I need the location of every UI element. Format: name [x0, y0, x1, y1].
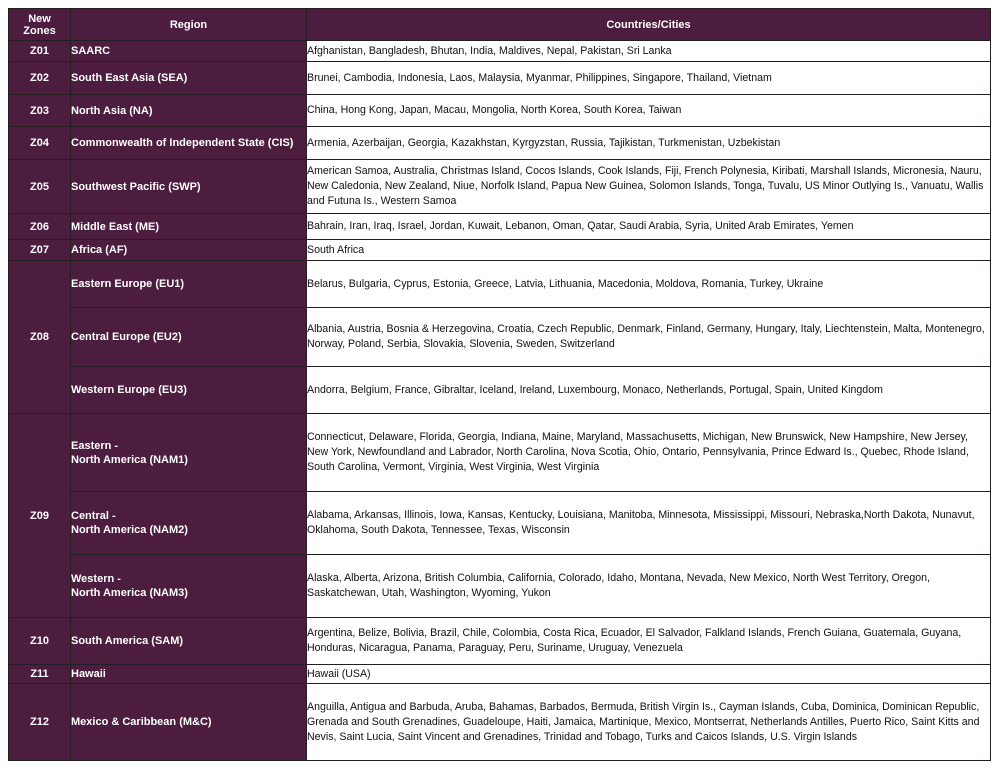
region-name	[71, 414, 307, 492]
table-row	[9, 555, 991, 618]
zone-code: Z03	[9, 95, 71, 127]
region-name	[71, 127, 307, 160]
table-row	[9, 95, 991, 127]
table-row	[9, 684, 991, 761]
header-zones-label: New Zones	[23, 12, 56, 37]
zone-code: Z07	[9, 240, 71, 261]
region-name	[71, 214, 307, 240]
table-row	[9, 618, 991, 665]
table-row	[9, 62, 991, 95]
countries-list: Afghanistan, Bangladesh, Bhutan, India, Maldives, Nepal, Pakistan, Sri Lanka	[307, 41, 991, 62]
countries-list: Andorra, Belgium, France, Gibraltar, Iceland, Ireland, Luxembourg, Monaco, Netherlands, Portugal, Spain, United Kingdom	[307, 367, 991, 414]
countries-list: Argentina, Belize, Bolivia, Brazil, Chile, Colombia, Costa Rica, Ecuador, El Salvador, Falkland Islands, French Guiana, Guatemala, Guyana, Honduras, Nicaragua, Panama, Paraguay, Peru, Suriname, Uruguay, Venezuela	[307, 618, 991, 665]
countries-list: Connecticut, Delaware, Florida, Georgia, Indiana, Maine, Maryland, Massachusetts, Michigan, New Brunswick, New Hampshire, New Jersey, New York, Newfoundland and Labrador, North Carolina, Nova Scotia, Ohio, Ontario, Pennsylvania, Prince Edward Is., Quebec, Rhode Island, South Carolina, Vermont, Virginia, West Virginia, West Virginia	[307, 414, 991, 492]
header-countries: Countries/Cities	[307, 9, 991, 41]
countries-list: Brunei, Cambodia, Indonesia, Laos, Malaysia, Myanmar, Philippines, Singapore, Thailand, Vietnam	[307, 62, 991, 95]
region-label: South East Asia (SEA)	[71, 72, 188, 84]
region-label: Eastern - North America (NAM1)	[71, 439, 188, 466]
table-row	[9, 214, 991, 240]
countries-list: Anguilla, Antigua and Barbuda, Aruba, Bahamas, Barbados, Bermuda, British Virgin Is., Cayman Islands, Cuba, Dominica, Dominican Republic, Grenada and South Grenadines, Guadeloupe, Haiti, Jamaica, Martinique, Mexico, Montserrat, Netherlands Antilles, Puerto Rico, Saint Kitts and Nevis, Saint Lucia, Saint Vincent and Grenadines, Trinidad and Tobago, Turks and Caicos Islands, U.S. Virgin Islands	[307, 684, 991, 761]
region-label: Africa (AF)	[71, 244, 128, 256]
table-row	[9, 127, 991, 160]
header-region: Region	[71, 9, 307, 41]
table-row	[9, 492, 991, 555]
countries-list: Belarus, Bulgaria, Cyprus, Estonia, Greece, Latvia, Lithuania, Macedonia, Moldova, Romania, Turkey, Ukraine	[307, 261, 991, 308]
region-label: Central Europe (EU2)	[71, 331, 182, 343]
zone-code: Z10	[9, 618, 71, 665]
zone-code: Z01	[9, 41, 71, 62]
region-name	[71, 618, 307, 665]
zone-code: Z08	[9, 261, 71, 414]
header-zones	[9, 9, 71, 41]
region-label: Hawaii	[71, 668, 106, 680]
zone-code: Z04	[9, 127, 71, 160]
table-row	[9, 414, 991, 492]
zone-code: Z12	[9, 684, 71, 761]
region-label: South America (SAM)	[71, 635, 184, 647]
zone-code: Z09	[9, 414, 71, 618]
countries-list: Albania, Austria, Bosnia & Herzegovina, Croatia, Czech Republic, Denmark, Finland, Germany, Hungary, Italy, Liechtenstein, Malta, Montenegro, Norway, Poland, Serbia, Slovakia, Slovenia, Sweden, Switzerland	[307, 308, 991, 367]
countries-list: China, Hong Kong, Japan, Macau, Mongolia, North Korea, South Korea, Taiwan	[307, 95, 991, 127]
region-name	[71, 261, 307, 308]
region-name	[71, 41, 307, 62]
countries-list: Alaska, Alberta, Arizona, British Columbia, California, Colorado, Idaho, Montana, Nevada, New Mexico, North West Territory, Oregon, Saskatchewan, Utah, Washington, Wyoming, Yukon	[307, 555, 991, 618]
table-header	[9, 9, 991, 41]
countries-list: Hawaii (USA)	[307, 665, 991, 684]
table-body	[9, 41, 991, 761]
region-label: Middle East (ME)	[71, 220, 160, 233]
countries-list: Alabama, Arkansas, Illinois, Iowa, Kansas, Kentucky, Louisiana, Manitoba, Minnesota, Mississippi, Missouri, Nebraska,North Dakota, Nunavut, Oklahoma, South Dakota, Tennessee, Texas, Wisconsin	[307, 492, 991, 555]
zone-code: Z02	[9, 62, 71, 95]
region-name	[71, 308, 307, 367]
zone-table	[8, 8, 991, 761]
region-name	[71, 665, 307, 684]
region-name	[71, 62, 307, 95]
countries-list: South Africa	[307, 240, 991, 261]
countries-list: Bahrain, Iran, Iraq, Israel, Jordan, Kuwait, Lebanon, Oman, Qatar, Saudi Arabia, Syria, United Arab Emirates, Yemen	[307, 214, 991, 240]
region-name	[71, 240, 307, 261]
region-name	[71, 555, 307, 618]
region-name	[71, 684, 307, 761]
region-name	[71, 367, 307, 414]
region-name	[71, 160, 307, 214]
region-name	[71, 95, 307, 127]
region-label: Southwest Pacific (SWP)	[71, 180, 201, 193]
region-label: Western - North America (NAM3)	[71, 573, 188, 599]
zone-code: Z06	[9, 214, 71, 240]
table-row	[9, 240, 991, 261]
region-label: Eastern Europe (EU1)	[71, 278, 185, 290]
region-label: Central - North America (NAM2)	[71, 510, 188, 536]
table-row	[9, 665, 991, 684]
region-label: Mexico & Caribbean (M&C)	[71, 716, 212, 728]
region-label: North Asia (NA)	[71, 104, 153, 117]
zone-code: Z05	[9, 160, 71, 214]
header-row	[9, 9, 991, 41]
table-row	[9, 261, 991, 308]
table-row	[9, 367, 991, 414]
region-name	[71, 492, 307, 555]
countries-list: American Samoa, Australia, Christmas Island, Cocos Islands, Cook Islands, Fiji, French Polynesia, Kiribati, Marshall Islands, Micronesia, Nauru, New Caledonia, New Zealand, Niue, Norfolk Island, Papua New Guinea, Solomon Islands, Tonga, Tuvalu, US Minor Outlying Is., Vanuatu, Wallis and Futuna Is., Western Samoa	[307, 160, 991, 214]
table-row	[9, 308, 991, 367]
region-label: Commonwealth of Independent State (CIS)	[71, 137, 294, 149]
countries-list: Armenia, Azerbaijan, Georgia, Kazakhstan, Kyrgyzstan, Russia, Tajikistan, Turkmenistan, Uzbekistan	[307, 127, 991, 160]
region-label: SAARC	[71, 45, 111, 57]
table-row	[9, 41, 991, 62]
zone-code: Z11	[9, 665, 71, 684]
region-label: Western Europe (EU3)	[71, 384, 187, 396]
table-row	[9, 160, 991, 214]
